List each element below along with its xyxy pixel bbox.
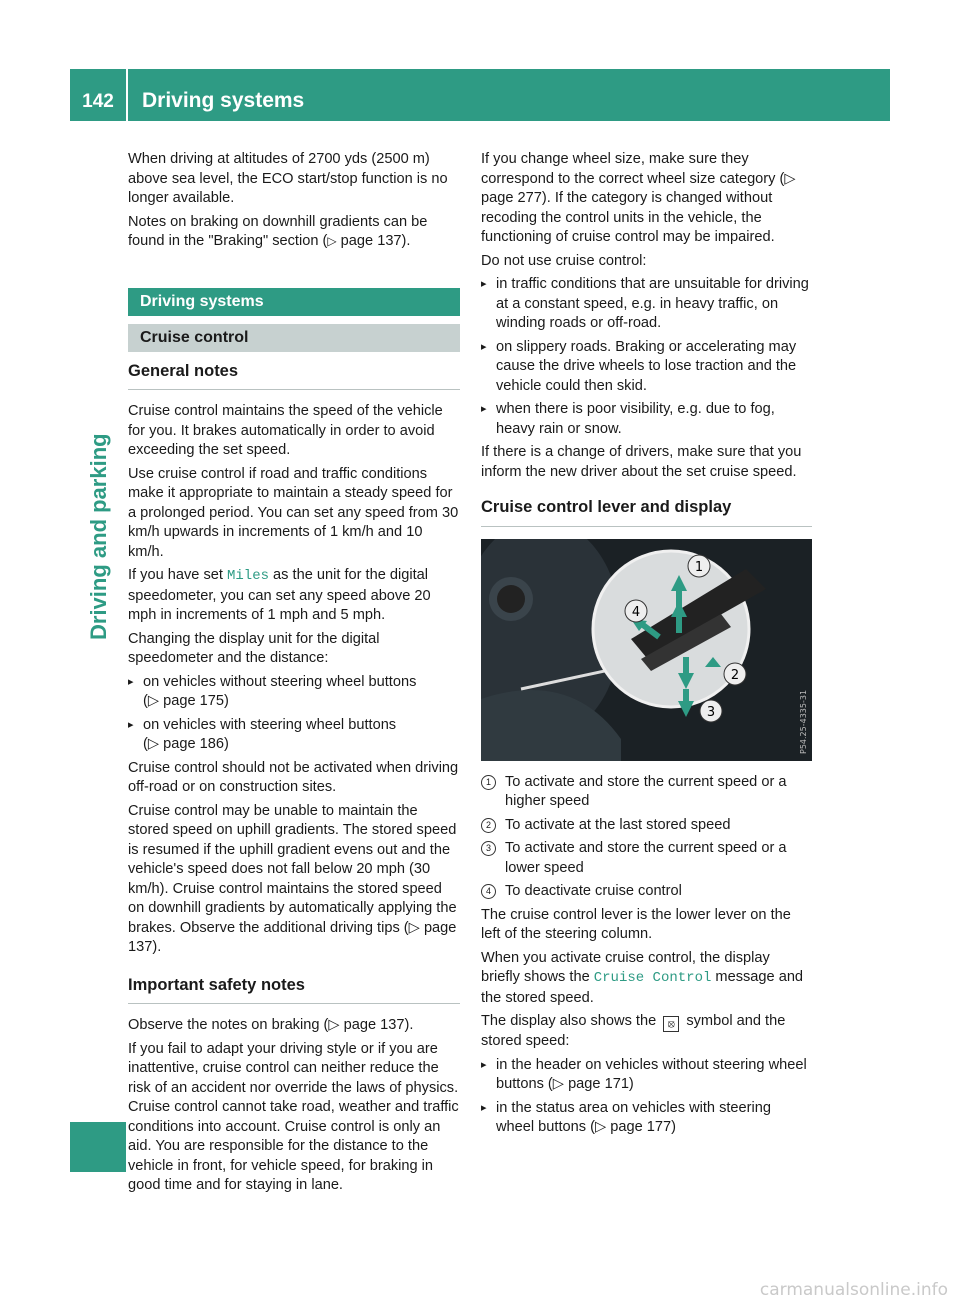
legend-text: To activate at the last stored speed bbox=[505, 816, 731, 833]
legend-text: To activate and store the current speed or a higher speed bbox=[505, 773, 787, 809]
cruise-control-lever-figure bbox=[481, 539, 812, 761]
legend-item bbox=[481, 773, 812, 812]
callout-3: 3 bbox=[706, 704, 716, 720]
paragraph: Do not use cruise control: bbox=[481, 252, 647, 269]
paragraph: Observe the notes on braking (▷ page 137). bbox=[128, 1017, 414, 1033]
display-text-cruise-control: Cruise Control bbox=[593, 970, 712, 986]
steering-column-illustration bbox=[481, 539, 812, 761]
side-tab-label: Driving and parking bbox=[86, 433, 111, 640]
paragraph-cruise-message: When you activate cruise control, the display briefly shows the Cruise Control message and the stored speed. bbox=[481, 949, 804, 1006]
intro-paragraph: When driving at altitudes of 2700 yds (2500 m) above sea level, the ECO start/stop function is no longer available. bbox=[128, 151, 448, 206]
side-tab-block bbox=[70, 1122, 126, 1172]
paragraph: Changing the display unit for the digital speedometer and the distance: bbox=[128, 630, 380, 666]
subsection-band-cruise-control: Cruise control bbox=[128, 324, 460, 352]
legend-item bbox=[481, 816, 812, 836]
list-item: ▸ in the status area on vehicles with steering wheel buttons (▷ page 177) bbox=[481, 1099, 812, 1138]
legend-text: To deactivate cruise control bbox=[505, 883, 682, 899]
callout-2: 2 bbox=[730, 667, 740, 683]
legend-item bbox=[481, 839, 812, 878]
legend-number: 3 bbox=[481, 841, 496, 856]
display-text-miles: Miles bbox=[226, 568, 269, 584]
list-item: ▸ when there is poor visibility, e.g. due to fog, heavy rain or snow. bbox=[481, 400, 812, 439]
legend-item bbox=[481, 882, 812, 902]
page-ref-icon: ▷ bbox=[327, 234, 337, 248]
figure-code: P54.25-4335-31 bbox=[799, 689, 808, 754]
paragraph: Cruise control maintains the speed of the vehicle for you. It brakes automatically in order to avoid exceeding the set speed. bbox=[128, 403, 443, 458]
right-column bbox=[481, 150, 812, 1142]
paragraph-miles: If you have set Miles as the unit for the digital speedometer, you can set any speed above 20 mph in increments of 1 mph and 5 mph. bbox=[128, 567, 431, 623]
paragraph: Cruise control should not be activated when driving off-road or on construction sites. bbox=[128, 759, 459, 795]
header-divider bbox=[126, 69, 128, 121]
braking-reference: Notes on braking on downhill gradients can be found in the "Braking" section (▷ page 137). bbox=[128, 213, 428, 249]
list-item: ▸ on slippery roads. Braking or accelerating may cause the drive wheels to lose traction and the vehicle could then skid. bbox=[481, 338, 812, 397]
callout-1: 1 bbox=[694, 559, 704, 575]
section-band-driving-systems: Driving systems bbox=[128, 288, 460, 316]
list-item: ▸ in the header on vehicles without steering wheel buttons (▷ page 171) bbox=[481, 1056, 812, 1095]
heading-important-safety-notes: Important safety notes bbox=[128, 976, 460, 1005]
legend-number: 2 bbox=[481, 818, 496, 833]
list-item: ▸ on vehicles without steering wheel buttons (▷ page 175) bbox=[128, 673, 460, 712]
heading-general-notes: General notes bbox=[128, 362, 460, 391]
heading-cruise-control-lever: Cruise control lever and display bbox=[481, 498, 812, 527]
callout-4: 4 bbox=[631, 604, 641, 620]
paragraph: If you fail to adapt your driving style or if you are inattentive, cruise control can neither reduce the risk of an accident nor override the laws of physics. Cruise control cannot take road, weather and traffic conditions into account. Cruise control is only an aid. You are responsible for the distance to the vehicle in front, for vehicle speed, for braking in good time and for staying in lane. bbox=[128, 1040, 459, 1193]
left-column bbox=[128, 150, 460, 1200]
legend-number: 4 bbox=[481, 884, 496, 899]
page-title: Driving systems bbox=[142, 89, 305, 112]
cruise-control-symbol-icon: ⦻ bbox=[663, 1016, 679, 1032]
page-number: 142 bbox=[82, 91, 114, 112]
paragraph: Cruise control may be unable to maintain the stored speed on uphill gradients. The stored speed is resumed if the uphill gradient evens out and the vehicle's speed does not fall below 20 mph (30 km/h). Cruise control maintains the stored speed on downhill gradients by automatically applying the brakes. Observe the additional driving tips (▷ page 137). bbox=[128, 802, 457, 955]
legend-text: To activate and store the current speed or a lower speed bbox=[505, 840, 787, 876]
paragraph: The cruise control lever is the lower lever on the left of the steering column. bbox=[481, 906, 791, 942]
list-item: ▸ in traffic conditions that are unsuitable for driving at a constant speed, e.g. in heavy traffic, on winding roads or off-road. bbox=[481, 275, 812, 334]
paragraph: If there is a change of drivers, make sure that you inform the new driver about the set cruise speed. bbox=[481, 444, 802, 480]
legend-number: 1 bbox=[481, 775, 496, 790]
paragraph: If you change wheel size, make sure they correspond to the correct wheel size category (▷ page 277). If the category is changed without recoding the control units in the vehicle, the functioning of cruise control may be impaired. bbox=[481, 151, 796, 245]
watermark: carmanualsonline.info bbox=[759, 1280, 948, 1300]
paragraph: Use cruise control if road and traffic conditions make it appropriate to maintain a steady speed for a prolonged period. You can set any speed from 30 km/h upwards in increments of 1 km/h and 10 km/h. bbox=[128, 465, 459, 560]
list-item: ▸ on vehicles with steering wheel buttons (▷ page 186) bbox=[128, 716, 460, 755]
paragraph-symbol: The display also shows the ⦻ symbol and the stored speed: bbox=[481, 1013, 786, 1049]
